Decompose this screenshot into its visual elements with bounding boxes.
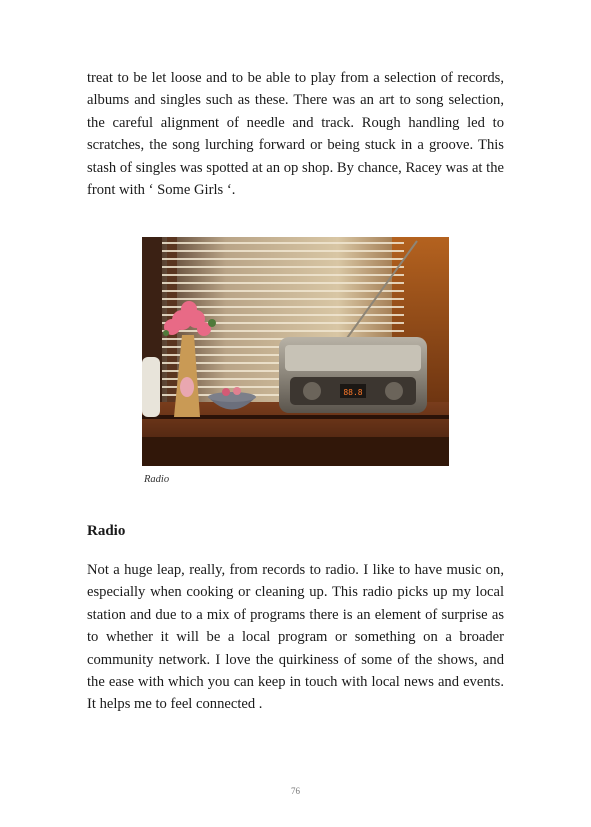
figure-caption: Radio (144, 474, 170, 485)
body-paragraph-records: treat to be let loose and to be able to play from a selection of records, albums and singles such as these. There was an art to song selection, the careful alignment of needle and track. Rough handling led to scratches, the song lurching forward or being stuck in a groove. This stash of singles was spotted at an op shop. By chance, Racey was at the front with ‘ Some Girls ‘. (87, 70, 504, 199)
section-heading: Radio (87, 523, 126, 539)
radio-display-readout: 88.8 (343, 388, 363, 397)
body-paragraph-radio: Not a huge leap, really, from records to radio. I like to have music on, especially when cooking or cleaning up. This radio picks up my local station and due to a mix of programs there is an element of surprise as to whether it will be a local program or something on a broader community network. I love the quirkiness of some of the shows, and the ease with which you can keep in touch with local news and events. It helps me to feel connected . (87, 562, 504, 713)
radio-photo (142, 237, 449, 466)
page-number: 76 (291, 786, 300, 796)
